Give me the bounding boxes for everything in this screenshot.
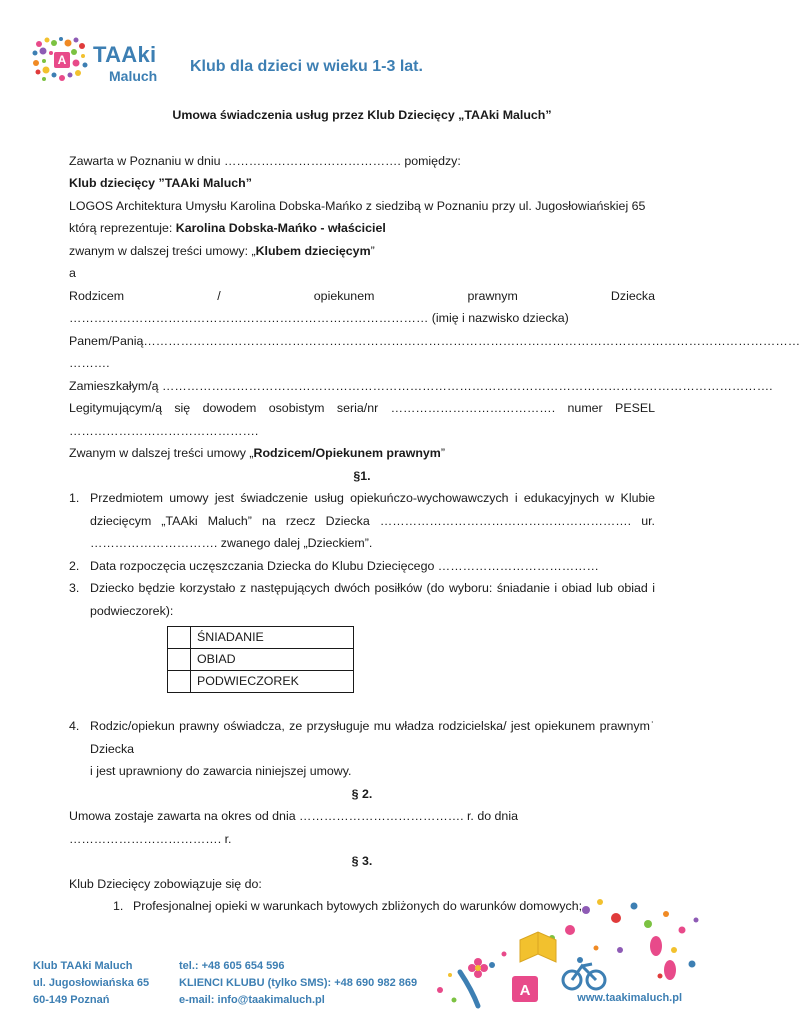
header-tagline: Klub dla dzieci w wieku 1-3 lat. [190,58,423,75]
list-item [69,555,655,578]
club-name: Klub dziecięcy ”TAAki Maluch” [69,176,252,190]
table-row [168,649,354,671]
list-item-text: Profesjonalnej opieki w warunkach bytowych zbliżonych do warunków domowych; [133,899,583,913]
list-item [69,715,655,760]
table-row [168,627,354,649]
meal-options-table [167,626,354,693]
meal-checkbox-snack[interactable] [168,671,191,693]
section-3-heading: § 3. [351,854,373,868]
list-item-text: i jest uprawniony do zawarcia niniejszej umowy. [90,764,352,778]
footer-address-line: 60-149 Poznań [33,994,110,1006]
parent-alias-suffix: ” [440,446,445,460]
list-item-number: 4. [69,719,80,733]
list-item-text: Data rozpoczęcia uczęszczania Dziecka do Klubu Dziecięcego ………………………………… [90,558,599,573]
list-item-text: Przedmiotem umowy jest świadczenie usług opiekuńczo-wychowawczych i edukacyjnych w Klubie dziecięcym „TAAki Maluch” na rzecz Dziecka ……………………………………………………. ur. …………………………. zwanego dalej „Dzieckiem”. [90,491,655,550]
intro-line-id: Legitymującym/ą się dowodem osobistym seria/nr …………………………………. numer PESEL [69,401,655,415]
intro-line-parent-alias [69,442,655,465]
logo-dots-icon [30,34,92,84]
list-item [69,577,655,693]
intro-line-club-name [69,172,655,195]
table-row [168,671,354,693]
intro-line-parent: Rodzicem / opiekunem prawnym Dziecka …………………………………………………………………………… (imię i nazwisko dziecka) [69,288,655,325]
section-1-list [69,487,655,783]
list-item-number: 3. [69,581,80,595]
intro-line-id-cont: ………………………………………. [69,423,259,438]
section-3-intro: Klub Dziecięcy zobowiązuje się do: [69,876,262,891]
meal-checkbox-breakfast[interactable] [168,627,191,649]
list-item-continuation [69,760,655,783]
list-item-text: Dziecko będzie korzystało z następujących dwóch posiłków (do wyboru: śniadanie i obiad lub obiad i podwieczorek): [90,581,655,618]
page-header [30,34,710,94]
list-item-number: 2. [69,558,80,573]
contract-document [69,104,800,918]
meal-label: ŚNIADANIE [191,627,354,649]
meal-label: PODWIECZOREK [191,671,354,693]
parent-alias-prefix: Zwanym w dalszej treści umowy „ [69,446,254,460]
list-item [69,487,655,555]
list-item-text: Rodzic/opiekun prawny oświadcza, ze przysługuje mu władza rodzicielska/ jest opiekunem prawnym˙ Dziecka [90,719,655,756]
club-alias-prefix: zwanym w dalszej treści umowy: „ [69,243,256,258]
footer-website-link[interactable]: www.taakimaluch.pl [577,992,682,1004]
meal-checkbox-lunch[interactable] [168,649,191,671]
decor-block-letter: A [519,982,531,999]
section-1-heading: §1. [353,468,371,483]
logo-title: TAAki [93,42,157,67]
intro-line-company: LOGOS Architektura Umysłu Karolina Dobska-Mańko z siedzibą w Poznaniu przy ul. Jugosłowiańskiej 65 [69,198,646,213]
list-item-number: 1. [113,899,124,913]
intro-line-representative [69,217,655,240]
footer-address [33,958,149,1009]
intro-line-date: Zawarta w Poznaniu w dniu ……………………………………. pomiędzy: [69,153,461,168]
logo-subtitle: Maluch [109,68,158,84]
footer-phone: tel.: +48 605 654 596 [179,960,285,972]
representative-name: Karolina Dobska-Mańko - właściciel [175,221,386,235]
parent-alias: Rodzicem/Opiekunem prawnym [253,446,441,460]
section-2-text: Umowa zostaje zawarta na okres od dnia …………………………………. r. do dnia ………………………………. r. [69,809,518,846]
footer-contact [179,958,417,1009]
meal-label: OBIAD [191,649,354,671]
intro-line-name: Panem/Panią…………………………………………………………………………………………………………………………………………… [69,333,800,348]
intro-line-club-alias [69,240,655,263]
club-alias: Klubem dziecięcym [255,243,371,258]
page-footer [0,890,724,1024]
intro-line-address: Zamieszkałym/ą …………………………………………………………………………………………………………………………………. [69,378,773,393]
representative-prefix: którą reprezentuje: [69,221,176,235]
footer-address-line: Klub TAAki Maluch [33,960,133,972]
footer-address-line: ul. Jugosłowiańska 65 [33,977,150,989]
section-2-heading: § 2. [351,786,373,801]
footer-email: e-mail: info@taakimaluch.pl [179,994,325,1006]
intro-line-and: a [69,266,76,280]
document-title: Umowa świadczenia usług przez Klub Dziecięcy „TAAki Maluch” [172,108,552,122]
club-alias-suffix: ” [370,243,375,258]
logo-letter: A [57,53,67,67]
footer-sms: KLIENCI KLUBU (tylko SMS): +48 690 982 869 [179,977,418,989]
intro-line-name-cont: ………. [69,356,110,370]
list-item-number: 1. [69,491,80,505]
